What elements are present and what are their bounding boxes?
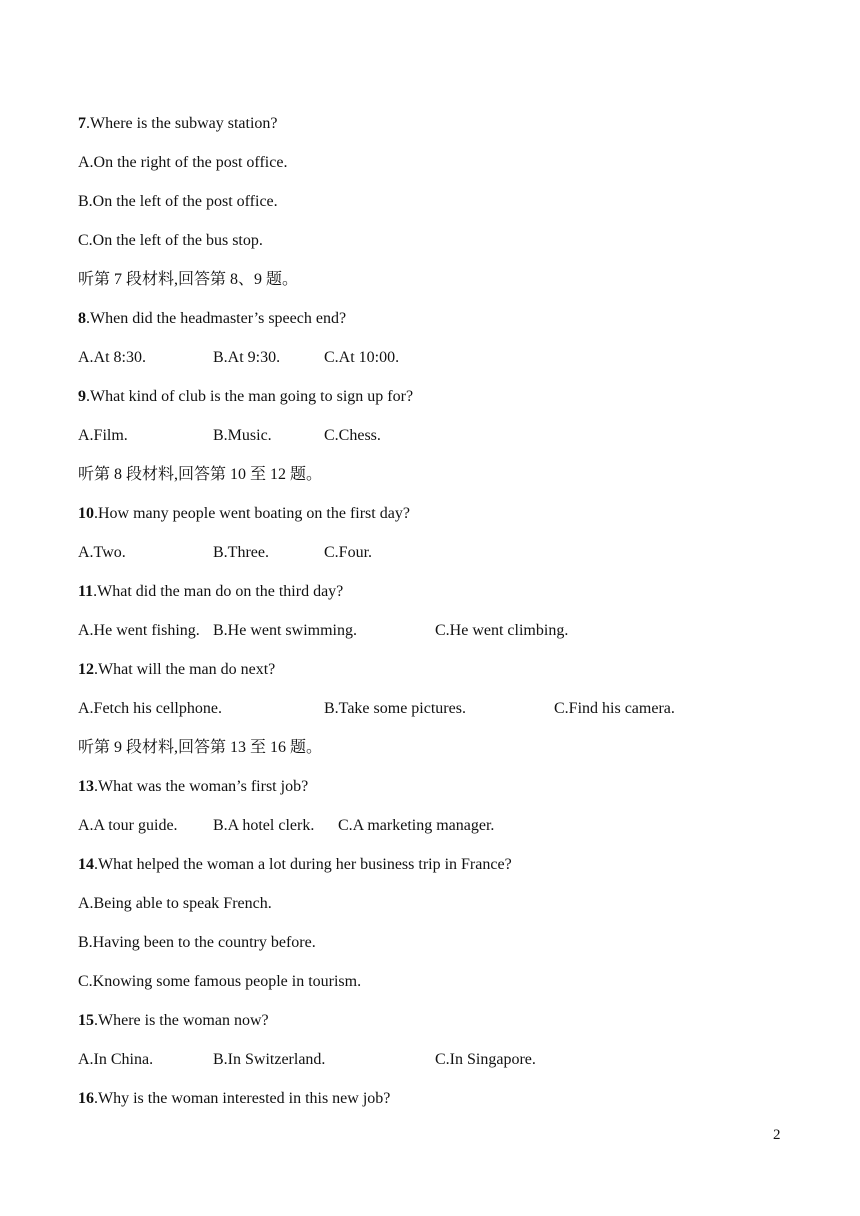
question-text: .How many people went boating on the first day? (94, 505, 410, 522)
option-a: A.Being able to speak French. (78, 895, 272, 912)
question-text: .What helped the woman a lot during her business trip in France? (94, 856, 512, 873)
option-b: B.He went swimming. (213, 622, 357, 639)
question-text: .Where is the woman now? (94, 1012, 269, 1029)
option-b: B.In Switzerland. (213, 1051, 326, 1068)
section-instruction: 听第 7 段材料,回答第 8、9 题。 (78, 271, 299, 288)
option-b: B.Three. (213, 544, 269, 561)
question-15 (78, 1010, 269, 1032)
question-13 (78, 776, 308, 798)
option-a: A.In China. (78, 1051, 154, 1068)
question-number: 16 (78, 1090, 94, 1107)
option-b: B.Having been to the country before. (78, 934, 316, 951)
question-11 (78, 581, 343, 603)
question-12 (78, 659, 275, 681)
option-c: C.At 10:00. (324, 349, 400, 366)
question-text: .What will the man do next? (94, 661, 276, 678)
question-14 (78, 854, 512, 876)
question-number: 13 (78, 778, 94, 795)
question-7 (78, 113, 278, 135)
option-c: C.Four. (324, 544, 373, 561)
section-instruction: 听第 8 段材料,回答第 10 至 12 题。 (78, 466, 323, 483)
question-number: 7 (78, 115, 86, 132)
option-b: B.At 9:30. (213, 349, 281, 366)
question-number: 14 (78, 856, 94, 873)
option-b: B.A hotel clerk. (213, 817, 315, 834)
option-a: A.He went fishing. (78, 622, 200, 639)
question-text: .Where is the subway station? (86, 115, 278, 132)
question-10 (78, 503, 410, 525)
question-number: 9 (78, 388, 86, 405)
option-a: A.On the right of the post office. (78, 154, 288, 171)
question-number: 10 (78, 505, 94, 522)
option-b: B.Music. (213, 427, 272, 444)
question-8 (78, 308, 346, 330)
option-a: A.A tour guide. (78, 817, 178, 834)
option-c: C.Find his camera. (554, 700, 675, 717)
option-b: B.On the left of the post office. (78, 193, 278, 210)
option-c: C.A marketing manager. (338, 817, 495, 834)
question-9 (78, 386, 413, 408)
option-c: C.In Singapore. (435, 1051, 536, 1068)
question-text: .What was the woman’s first job? (94, 778, 309, 795)
option-a: A.Two. (78, 544, 126, 561)
option-a: A.At 8:30. (78, 349, 146, 366)
option-c: C.Chess. (324, 427, 381, 444)
question-number: 11 (78, 583, 94, 600)
option-b: B.Take some pictures. (324, 700, 466, 717)
option-c: C.Knowing some famous people in tourism. (78, 973, 362, 990)
question-number: 8 (78, 310, 86, 327)
page-number: 2 (773, 1127, 781, 1143)
question-text: .What kind of club is the man going to sign up for? (86, 388, 414, 405)
option-c: C.He went climbing. (435, 622, 569, 639)
option-c: C.On the left of the bus stop. (78, 232, 263, 249)
option-a: A.Fetch his cellphone. (78, 700, 222, 717)
section-instruction: 听第 9 段材料,回答第 13 至 16 题。 (78, 739, 323, 756)
question-number: 12 (78, 661, 94, 678)
question-text: .Why is the woman interested in this new job? (94, 1090, 391, 1107)
question-number: 15 (78, 1012, 94, 1029)
question-16 (78, 1088, 390, 1110)
question-text: .What did the man do on the third day? (93, 583, 344, 600)
option-a: A.Film. (78, 427, 128, 444)
question-text: .When did the headmaster’s speech end? (86, 310, 347, 327)
